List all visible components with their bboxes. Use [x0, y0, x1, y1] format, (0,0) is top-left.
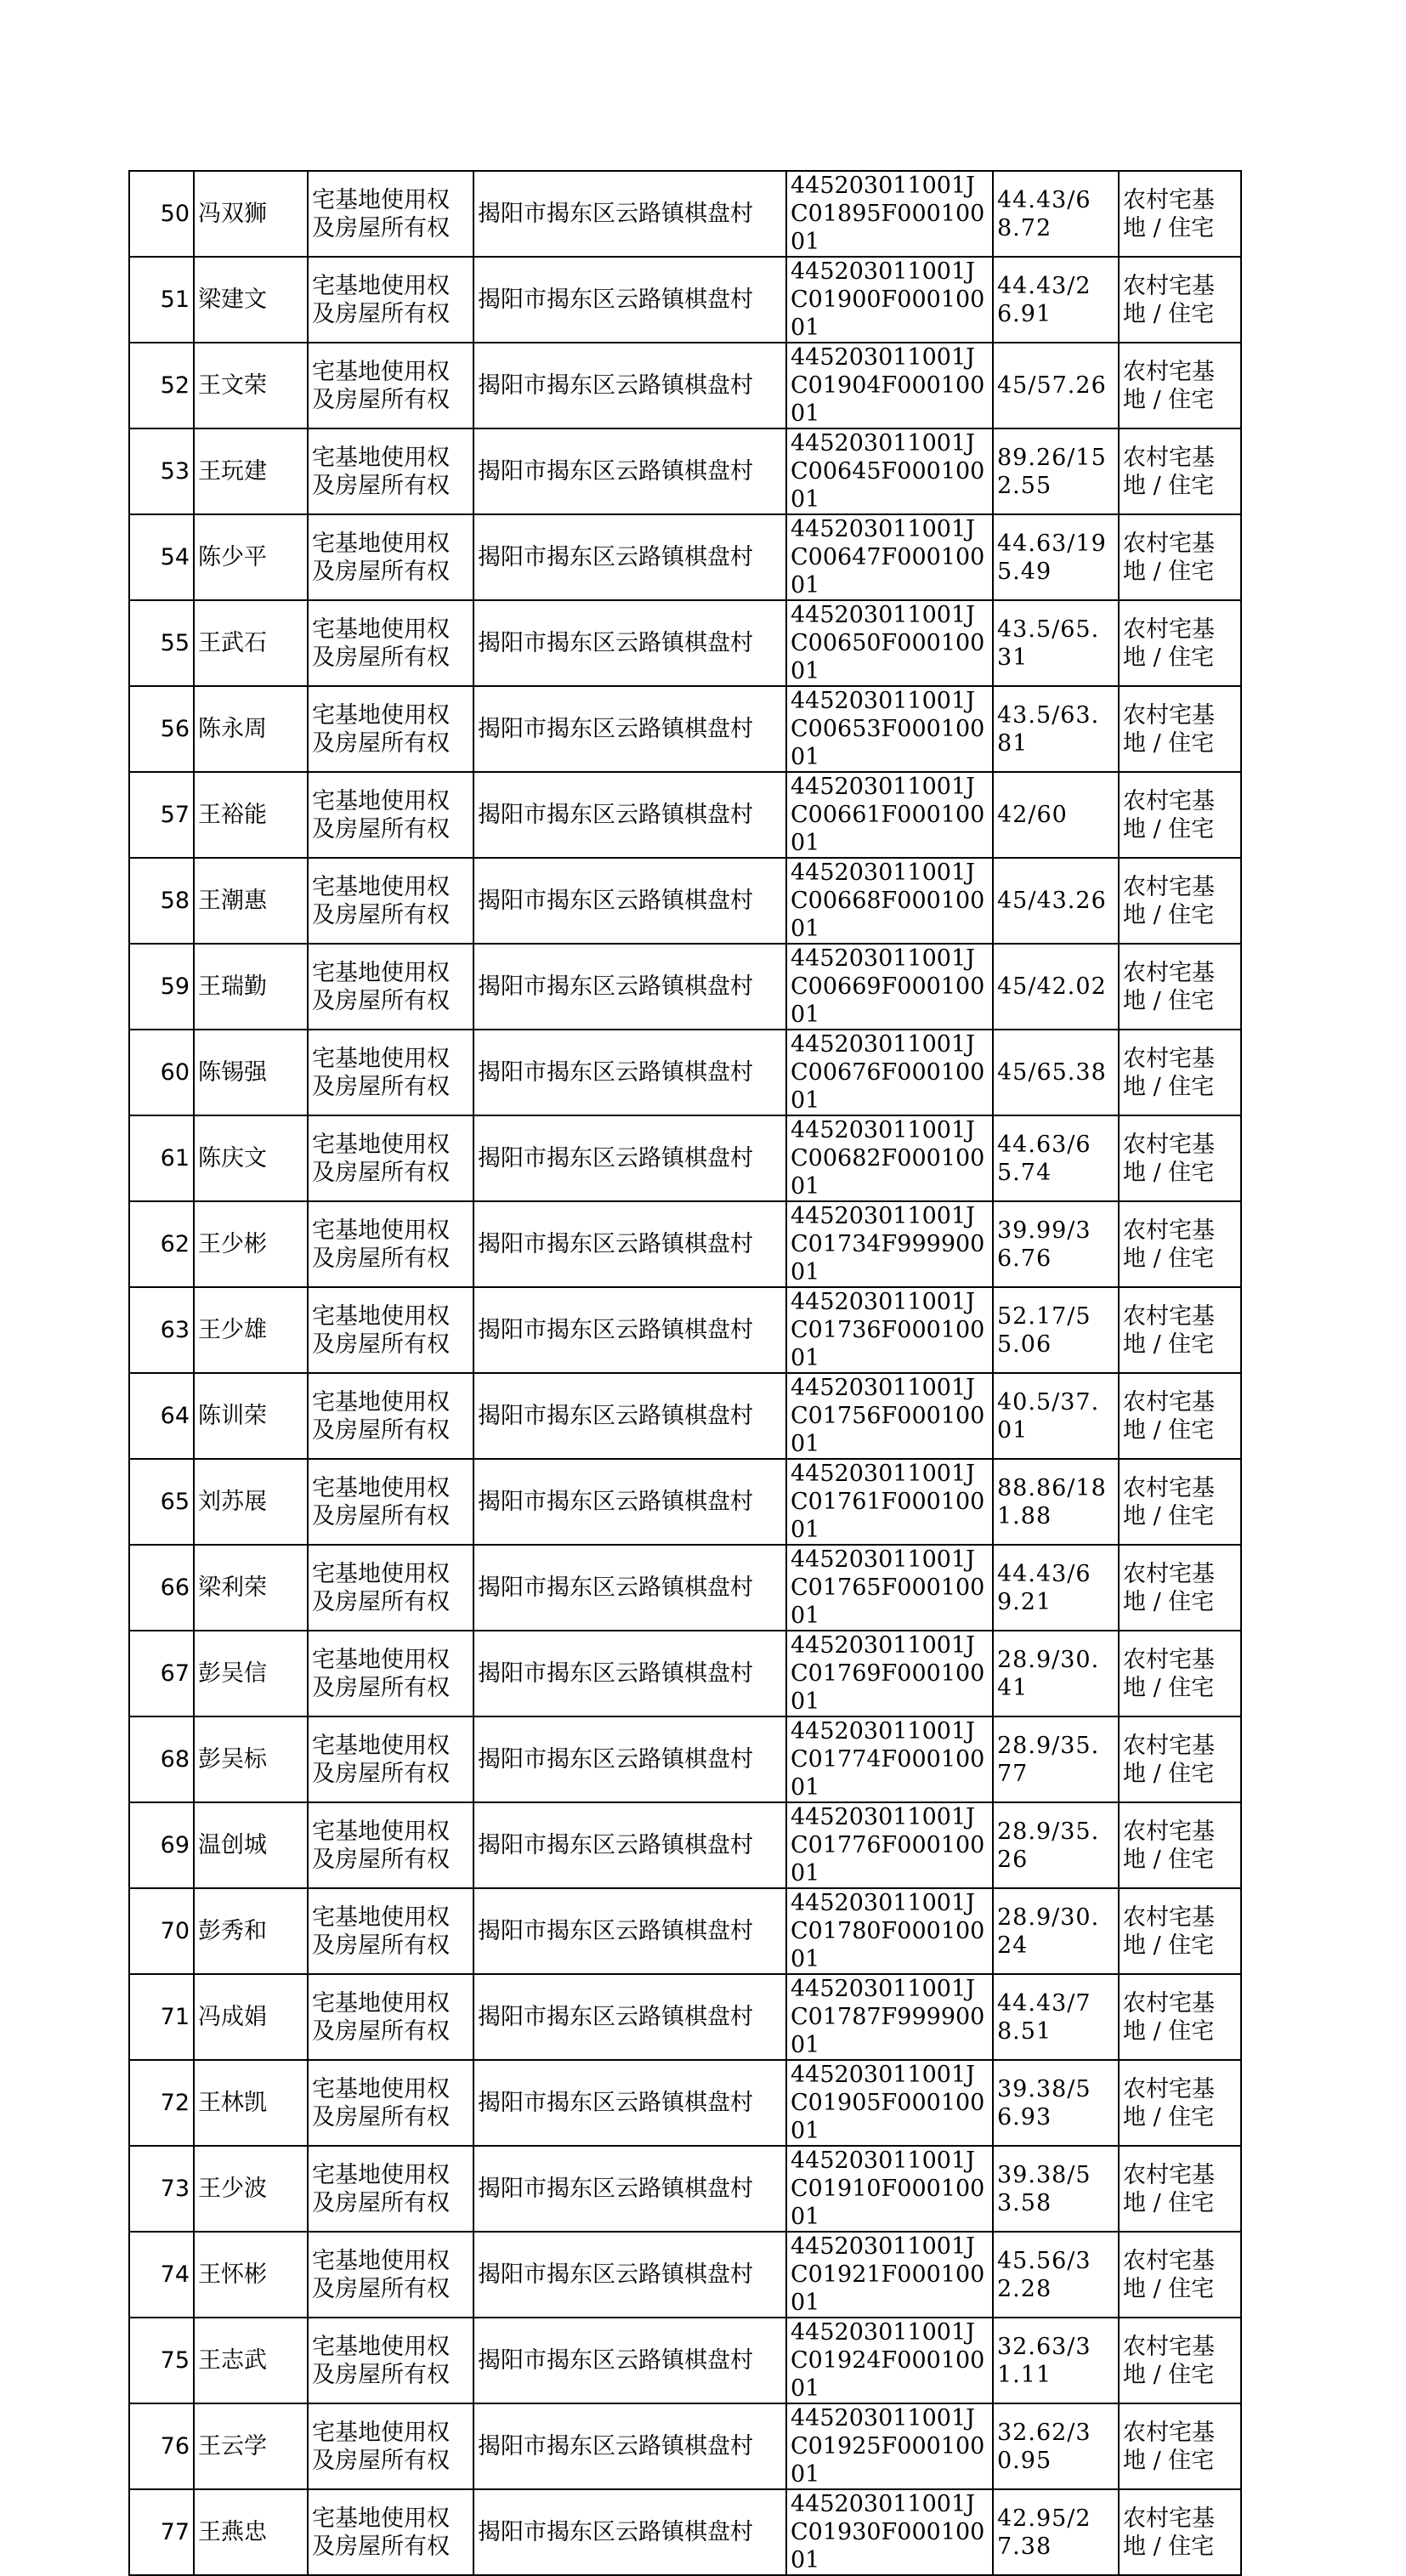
- unit-code: 445203011001JC01930F00010001: [786, 2489, 993, 2575]
- location: 揭阳市揭东区云路镇棋盘村: [473, 1030, 786, 1115]
- owner-name: 冯双狮: [194, 171, 308, 257]
- table-row: [129, 171, 1241, 257]
- owner-name: 王志武: [194, 2318, 308, 2403]
- unit-code: 445203011001JC01776F00010001: [786, 1802, 993, 1888]
- unit-code: 445203011001JC01769F00010001: [786, 1631, 993, 1716]
- area-value: 44.43/26.91: [993, 257, 1119, 343]
- unit-code: 445203011001JC00653F00010001: [786, 686, 993, 772]
- usage-type: 农村宅基地 / 住宅: [1119, 858, 1241, 944]
- usage-type: 农村宅基地 / 住宅: [1119, 1030, 1241, 1115]
- row-number: 68: [129, 1716, 194, 1802]
- table-row: [129, 686, 1241, 772]
- area-value: 28.9/35.26: [993, 1802, 1119, 1888]
- owner-name: 王玩建: [194, 428, 308, 514]
- area-value: 44.63/65.74: [993, 1115, 1119, 1201]
- usage-type: 农村宅基地 / 住宅: [1119, 428, 1241, 514]
- right-type: 宅基地使用权及房屋所有权: [308, 2060, 473, 2146]
- owner-name: 冯成娟: [194, 1974, 308, 2060]
- table-row: [129, 772, 1241, 858]
- usage-type: 农村宅基地 / 住宅: [1119, 257, 1241, 343]
- usage-type: 农村宅基地 / 住宅: [1119, 2403, 1241, 2489]
- area-value: 28.9/35.77: [993, 1716, 1119, 1802]
- row-number: 61: [129, 1115, 194, 1201]
- right-type: 宅基地使用权及房屋所有权: [308, 257, 473, 343]
- unit-code: 445203011001JC01895F00010001: [786, 171, 993, 257]
- table-row: [129, 2146, 1241, 2232]
- unit-code: 445203011001JC01734F99990001: [786, 1201, 993, 1287]
- unit-code: 445203011001JC00650F00010001: [786, 600, 993, 686]
- row-number: 74: [129, 2232, 194, 2318]
- owner-name: 王文荣: [194, 343, 308, 428]
- owner-name: 陈庆文: [194, 1115, 308, 1201]
- unit-code: 445203011001JC00669F00010001: [786, 944, 993, 1030]
- area-value: 45/43.26: [993, 858, 1119, 944]
- location: 揭阳市揭东区云路镇棋盘村: [473, 2318, 786, 2403]
- row-number: 55: [129, 600, 194, 686]
- area-value: 28.9/30.41: [993, 1631, 1119, 1716]
- right-type: 宅基地使用权及房屋所有权: [308, 1201, 473, 1287]
- location: 揭阳市揭东区云路镇棋盘村: [473, 2489, 786, 2575]
- table-row: [129, 2318, 1241, 2403]
- row-number: 71: [129, 1974, 194, 2060]
- area-value: 42.95/27.38: [993, 2489, 1119, 2575]
- table-row: [129, 257, 1241, 343]
- right-type: 宅基地使用权及房屋所有权: [308, 1287, 473, 1373]
- row-number: 62: [129, 1201, 194, 1287]
- right-type: 宅基地使用权及房屋所有权: [308, 2146, 473, 2232]
- table-row: [129, 1373, 1241, 1459]
- unit-code: 445203011001JC01765F00010001: [786, 1545, 993, 1631]
- table-row: [129, 1201, 1241, 1287]
- row-number: 56: [129, 686, 194, 772]
- unit-code: 445203011001JC00647F00010001: [786, 514, 993, 600]
- usage-type: 农村宅基地 / 住宅: [1119, 2232, 1241, 2318]
- unit-code: 445203011001JC01900F00010001: [786, 257, 993, 343]
- table-row: [129, 1888, 1241, 1974]
- unit-code: 445203011001JC01921F00010001: [786, 2232, 993, 2318]
- area-value: 45/57.26: [993, 343, 1119, 428]
- right-type: 宅基地使用权及房屋所有权: [308, 1631, 473, 1716]
- location: 揭阳市揭东区云路镇棋盘村: [473, 600, 786, 686]
- usage-type: 农村宅基地 / 住宅: [1119, 1373, 1241, 1459]
- unit-code: 445203011001JC00645F00010001: [786, 428, 993, 514]
- table-row: [129, 1115, 1241, 1201]
- usage-type: 农村宅基地 / 住宅: [1119, 1459, 1241, 1545]
- location: 揭阳市揭东区云路镇棋盘村: [473, 1459, 786, 1545]
- usage-type: 农村宅基地 / 住宅: [1119, 1287, 1241, 1373]
- table-row: [129, 1716, 1241, 1802]
- owner-name: 梁建文: [194, 257, 308, 343]
- unit-code: 445203011001JC01774F00010001: [786, 1716, 993, 1802]
- right-type: 宅基地使用权及房屋所有权: [308, 428, 473, 514]
- row-number: 59: [129, 944, 194, 1030]
- table-row: [129, 858, 1241, 944]
- row-number: 70: [129, 1888, 194, 1974]
- usage-type: 农村宅基地 / 住宅: [1119, 772, 1241, 858]
- usage-type: 农村宅基地 / 住宅: [1119, 2489, 1241, 2575]
- usage-type: 农村宅基地 / 住宅: [1119, 1115, 1241, 1201]
- right-type: 宅基地使用权及房屋所有权: [308, 686, 473, 772]
- row-number: 63: [129, 1287, 194, 1373]
- unit-code: 445203011001JC01905F00010001: [786, 2060, 993, 2146]
- row-number: 54: [129, 514, 194, 600]
- area-value: 89.26/152.55: [993, 428, 1119, 514]
- unit-code: 445203011001JC00661F00010001: [786, 772, 993, 858]
- table-row: [129, 2232, 1241, 2318]
- table-row: [129, 1974, 1241, 2060]
- area-value: 42/60: [993, 772, 1119, 858]
- location: 揭阳市揭东区云路镇棋盘村: [473, 1545, 786, 1631]
- area-value: 28.9/30.24: [993, 1888, 1119, 1974]
- location: 揭阳市揭东区云路镇棋盘村: [473, 686, 786, 772]
- location: 揭阳市揭东区云路镇棋盘村: [473, 1373, 786, 1459]
- location: 揭阳市揭东区云路镇棋盘村: [473, 1287, 786, 1373]
- unit-code: 445203011001JC01904F00010001: [786, 343, 993, 428]
- location: 揭阳市揭东区云路镇棋盘村: [473, 944, 786, 1030]
- area-value: 32.62/30.95: [993, 2403, 1119, 2489]
- unit-code: 445203011001JC01924F00010001: [786, 2318, 993, 2403]
- table-row: [129, 2489, 1241, 2575]
- right-type: 宅基地使用权及房屋所有权: [308, 1373, 473, 1459]
- table-row: [129, 2060, 1241, 2146]
- row-number: 72: [129, 2060, 194, 2146]
- area-value: 44.43/69.21: [993, 1545, 1119, 1631]
- table-row: [129, 2403, 1241, 2489]
- table-row: [129, 1545, 1241, 1631]
- owner-name: 王少雄: [194, 1287, 308, 1373]
- table-row: [129, 1802, 1241, 1888]
- right-type: 宅基地使用权及房屋所有权: [308, 2232, 473, 2318]
- right-type: 宅基地使用权及房屋所有权: [308, 2489, 473, 2575]
- area-value: 39.38/53.58: [993, 2146, 1119, 2232]
- usage-type: 农村宅基地 / 住宅: [1119, 600, 1241, 686]
- area-value: 44.63/195.49: [993, 514, 1119, 600]
- unit-code: 445203011001JC01910F00010001: [786, 2146, 993, 2232]
- row-number: 50: [129, 171, 194, 257]
- location: 揭阳市揭东区云路镇棋盘村: [473, 257, 786, 343]
- right-type: 宅基地使用权及房屋所有权: [308, 600, 473, 686]
- location: 揭阳市揭东区云路镇棋盘村: [473, 2060, 786, 2146]
- usage-type: 农村宅基地 / 住宅: [1119, 1716, 1241, 1802]
- area-value: 40.5/37.01: [993, 1373, 1119, 1459]
- row-number: 58: [129, 858, 194, 944]
- usage-type: 农村宅基地 / 住宅: [1119, 2060, 1241, 2146]
- location: 揭阳市揭东区云路镇棋盘村: [473, 2146, 786, 2232]
- location: 揭阳市揭东区云路镇棋盘村: [473, 1888, 786, 1974]
- right-type: 宅基地使用权及房屋所有权: [308, 1115, 473, 1201]
- unit-code: 445203011001JC00676F00010001: [786, 1030, 993, 1115]
- owner-name: 梁利荣: [194, 1545, 308, 1631]
- row-number: 64: [129, 1373, 194, 1459]
- location: 揭阳市揭东区云路镇棋盘村: [473, 1115, 786, 1201]
- right-type: 宅基地使用权及房屋所有权: [308, 1716, 473, 1802]
- location: 揭阳市揭东区云路镇棋盘村: [473, 2403, 786, 2489]
- right-type: 宅基地使用权及房屋所有权: [308, 2403, 473, 2489]
- usage-type: 农村宅基地 / 住宅: [1119, 2318, 1241, 2403]
- area-value: 39.38/56.93: [993, 2060, 1119, 2146]
- location: 揭阳市揭东区云路镇棋盘村: [473, 2232, 786, 2318]
- location: 揭阳市揭东区云路镇棋盘村: [473, 858, 786, 944]
- right-type: 宅基地使用权及房屋所有权: [308, 1974, 473, 2060]
- unit-code: 445203011001JC01780F00010001: [786, 1888, 993, 1974]
- table-row: [129, 1459, 1241, 1545]
- unit-code: 445203011001JC01787F99990001: [786, 1974, 993, 2060]
- usage-type: 农村宅基地 / 住宅: [1119, 686, 1241, 772]
- owner-name: 彭吴信: [194, 1631, 308, 1716]
- table-row: [129, 944, 1241, 1030]
- row-number: 52: [129, 343, 194, 428]
- location: 揭阳市揭东区云路镇棋盘村: [473, 1716, 786, 1802]
- owner-name: 王武石: [194, 600, 308, 686]
- right-type: 宅基地使用权及房屋所有权: [308, 1030, 473, 1115]
- right-type: 宅基地使用权及房屋所有权: [308, 858, 473, 944]
- area-value: 39.99/36.76: [993, 1201, 1119, 1287]
- right-type: 宅基地使用权及房屋所有权: [308, 772, 473, 858]
- usage-type: 农村宅基地 / 住宅: [1119, 171, 1241, 257]
- unit-code: 445203011001JC01736F00010001: [786, 1287, 993, 1373]
- registration-table: [128, 170, 1242, 2576]
- owner-name: 陈训荣: [194, 1373, 308, 1459]
- usage-type: 农村宅基地 / 住宅: [1119, 1888, 1241, 1974]
- row-number: 60: [129, 1030, 194, 1115]
- right-type: 宅基地使用权及房屋所有权: [308, 171, 473, 257]
- unit-code: 445203011001JC01756F00010001: [786, 1373, 993, 1459]
- usage-type: 农村宅基地 / 住宅: [1119, 1201, 1241, 1287]
- unit-code: 445203011001JC00668F00010001: [786, 858, 993, 944]
- location: 揭阳市揭东区云路镇棋盘村: [473, 514, 786, 600]
- row-number: 51: [129, 257, 194, 343]
- usage-type: 农村宅基地 / 住宅: [1119, 1545, 1241, 1631]
- row-number: 77: [129, 2489, 194, 2575]
- owner-name: 王怀彬: [194, 2232, 308, 2318]
- table-row: [129, 343, 1241, 428]
- owner-name: 王云学: [194, 2403, 308, 2489]
- table-row: [129, 428, 1241, 514]
- owner-name: 王少彬: [194, 1201, 308, 1287]
- usage-type: 农村宅基地 / 住宅: [1119, 514, 1241, 600]
- location: 揭阳市揭东区云路镇棋盘村: [473, 1201, 786, 1287]
- owner-name: 陈少平: [194, 514, 308, 600]
- owner-name: 王裕能: [194, 772, 308, 858]
- right-type: 宅基地使用权及房屋所有权: [308, 944, 473, 1030]
- area-value: 52.17/55.06: [993, 1287, 1119, 1373]
- area-value: 32.63/31.11: [993, 2318, 1119, 2403]
- usage-type: 农村宅基地 / 住宅: [1119, 944, 1241, 1030]
- owner-name: 王林凯: [194, 2060, 308, 2146]
- area-value: 45/42.02: [993, 944, 1119, 1030]
- owner-name: 刘苏展: [194, 1459, 308, 1545]
- unit-code: 445203011001JC01761F00010001: [786, 1459, 993, 1545]
- right-type: 宅基地使用权及房屋所有权: [308, 1888, 473, 1974]
- usage-type: 农村宅基地 / 住宅: [1119, 343, 1241, 428]
- row-number: 65: [129, 1459, 194, 1545]
- unit-code: 445203011001JC01925F00010001: [786, 2403, 993, 2489]
- location: 揭阳市揭东区云路镇棋盘村: [473, 171, 786, 257]
- usage-type: 农村宅基地 / 住宅: [1119, 1974, 1241, 2060]
- right-type: 宅基地使用权及房屋所有权: [308, 2318, 473, 2403]
- area-value: 44.43/68.72: [993, 171, 1119, 257]
- table-row: [129, 514, 1241, 600]
- table-row: [129, 1287, 1241, 1373]
- right-type: 宅基地使用权及房屋所有权: [308, 343, 473, 428]
- right-type: 宅基地使用权及房屋所有权: [308, 1459, 473, 1545]
- owner-name: 王少波: [194, 2146, 308, 2232]
- owner-name: 王燕忠: [194, 2489, 308, 2575]
- area-value: 43.5/65.31: [993, 600, 1119, 686]
- usage-type: 农村宅基地 / 住宅: [1119, 1631, 1241, 1716]
- location: 揭阳市揭东区云路镇棋盘村: [473, 1802, 786, 1888]
- row-number: 66: [129, 1545, 194, 1631]
- location: 揭阳市揭东区云路镇棋盘村: [473, 428, 786, 514]
- owner-name: 王潮惠: [194, 858, 308, 944]
- registration-table-body: [129, 171, 1241, 2575]
- row-number: 73: [129, 2146, 194, 2232]
- location: 揭阳市揭东区云路镇棋盘村: [473, 1631, 786, 1716]
- area-value: 44.43/78.51: [993, 1974, 1119, 2060]
- area-value: 88.86/181.88: [993, 1459, 1119, 1545]
- table-row: [129, 1631, 1241, 1716]
- table-row: [129, 1030, 1241, 1115]
- area-value: 45/65.38: [993, 1030, 1119, 1115]
- row-number: 69: [129, 1802, 194, 1888]
- right-type: 宅基地使用权及房屋所有权: [308, 1545, 473, 1631]
- usage-type: 农村宅基地 / 住宅: [1119, 1802, 1241, 1888]
- area-value: 45.56/32.28: [993, 2232, 1119, 2318]
- row-number: 76: [129, 2403, 194, 2489]
- right-type: 宅基地使用权及房屋所有权: [308, 514, 473, 600]
- row-number: 57: [129, 772, 194, 858]
- right-type: 宅基地使用权及房屋所有权: [308, 1802, 473, 1888]
- owner-name: 王瑞勤: [194, 944, 308, 1030]
- owner-name: 彭秀和: [194, 1888, 308, 1974]
- owner-name: 温创城: [194, 1802, 308, 1888]
- owner-name: 陈锡强: [194, 1030, 308, 1115]
- owner-name: 彭吴标: [194, 1716, 308, 1802]
- row-number: 75: [129, 2318, 194, 2403]
- owner-name: 陈永周: [194, 686, 308, 772]
- location: 揭阳市揭东区云路镇棋盘村: [473, 772, 786, 858]
- row-number: 53: [129, 428, 194, 514]
- area-value: 43.5/63.81: [993, 686, 1119, 772]
- location: 揭阳市揭东区云路镇棋盘村: [473, 1974, 786, 2060]
- location: 揭阳市揭东区云路镇棋盘村: [473, 343, 786, 428]
- row-number: 67: [129, 1631, 194, 1716]
- usage-type: 农村宅基地 / 住宅: [1119, 2146, 1241, 2232]
- table-row: [129, 600, 1241, 686]
- unit-code: 445203011001JC00682F00010001: [786, 1115, 993, 1201]
